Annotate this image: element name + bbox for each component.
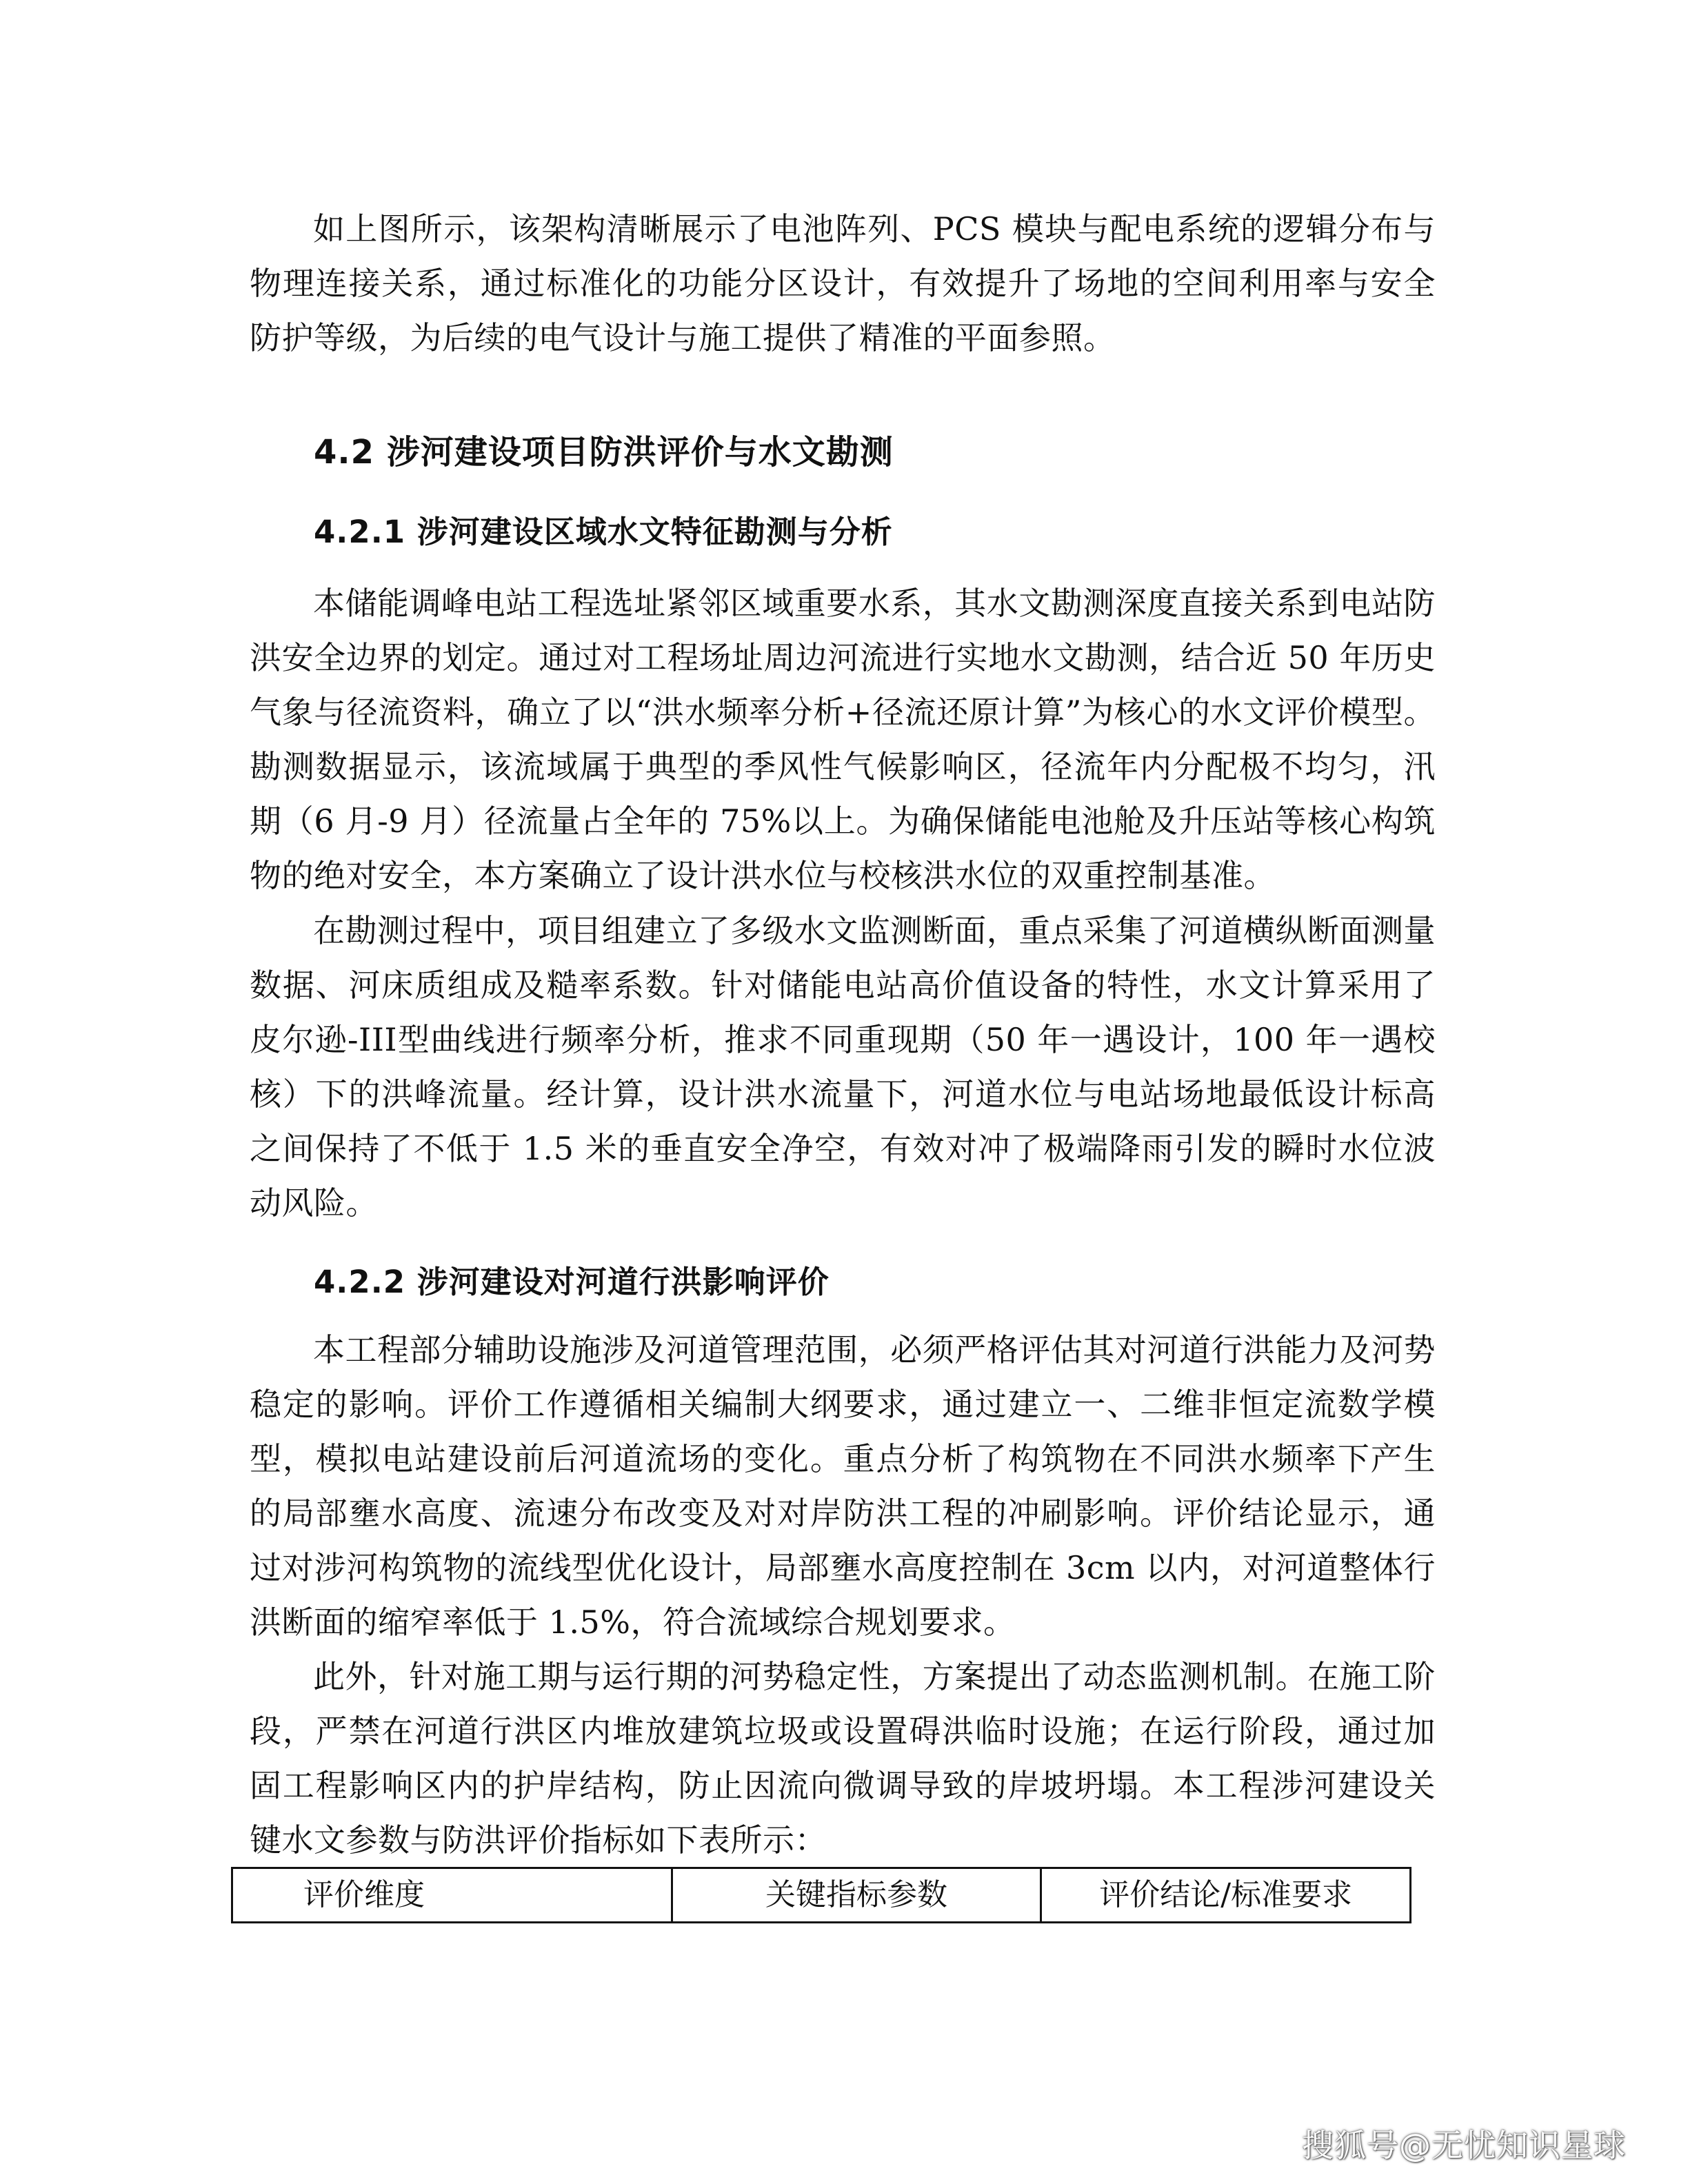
section-heading-4-2: 4.2 涉河建设项目防洪评价与水文勘测 [314, 433, 894, 472]
table-header-cell: 评价结论/标准要求 [1040, 1869, 1409, 1921]
table-header-cell: 评价维度 [303, 1877, 425, 1912]
flood-impact-paragraph: 本工程部分辅助设施涉及河道管理范围，必须严格评估其对河道行洪能力及河势稳定的影响。评价工作遵循相关编制大纲要求，通过建立一、二维非恒定流数学模型，模拟电站建设前后河道流场的变化。重点分析了构筑物在不同洪水频率下产生的局部壅水高度、流速分布改变及对对岸防洪工程的冲刷影响。评价结论显示，通过对涉河构筑物的流线型优化设计，局部壅水高度控制在 3cm 以内，对河道整体行洪断面的缩窄率低于 1.5%，符合流域综合规划要求。 [250, 1331, 1436, 1641]
subsection-heading-4-2-1: 4.2.1 涉河建设区域水文特征勘测与分析 [314, 514, 893, 550]
table-header-cell: 关键指标参数 [671, 1869, 1041, 1921]
evaluation-table-header [231, 1867, 1411, 1923]
subsection-heading-4-2-2: 4.2.2 涉河建设对河道行洪影响评价 [314, 1264, 830, 1300]
monitoring-mechanism-paragraph: 此外，针对施工期与运行期的河势稳定性，方案提出了动态监测机制。在施工阶段，严禁在河道行洪区内堆放建筑垃圾或设置碍洪临时设施；在运行阶段，通过加固工程影响区内的护岸结构，防止因流向微调导致的岸坡坍塌。本工程涉河建设关键水文参数与防洪评价指标如下表所示： [250, 1658, 1436, 1859]
monitoring-process-paragraph: 在勘测过程中，项目组建立了多级水文监测断面，重点采集了河道横纵断面测量数据、河床质组成及糙率系数。针对储能电站高价值设备的特性，水文计算采用了皮尔逊-III型曲线进行频率分析，推求不同重现期（50 年一遇设计，100 年一遇校核）下的洪峰流量。经计算，设计洪水流量下，河道水位与电站场地最低设计标高之间保持了不低于 1.5 米的垂直安全净空，有效对冲了极端降雨引发的瞬时水位波动风险。 [250, 912, 1436, 1222]
hydrology-survey-paragraph: 本储能调峰电站工程选址紧邻区域重要水系，其水文勘测深度直接关系到电站防洪安全边界的划定。通过对工程场址周边河流进行实地水文勘测，结合近 50 年历史气象与径流资料，确立了以“洪水频率分析+径流还原计算”为核心的水文评价模型。勘测数据显示，该流域属于典型的季风性气候影响区，径流年内分配极不均匀，汛期（6 月-9 月）径流量占全年的 75%以上。为确保储能电池舱及升压站等核心构筑物的绝对安全，本方案确立了设计洪水位与校核洪水位的双重控制基准。 [250, 585, 1436, 894]
intro-paragraph: 如上图所示，该架构清晰展示了电池阵列、PCS 模块与配电系统的逻辑分布与物理连接关系，通过标准化的功能分区设计，有效提升了场地的空间利用率与安全防护等级，为后续的电气设计与施工提供了精准的平面参照。 [250, 210, 1436, 356]
watermark: 搜狐号@无忧知识星球 [1302, 2127, 1626, 2164]
